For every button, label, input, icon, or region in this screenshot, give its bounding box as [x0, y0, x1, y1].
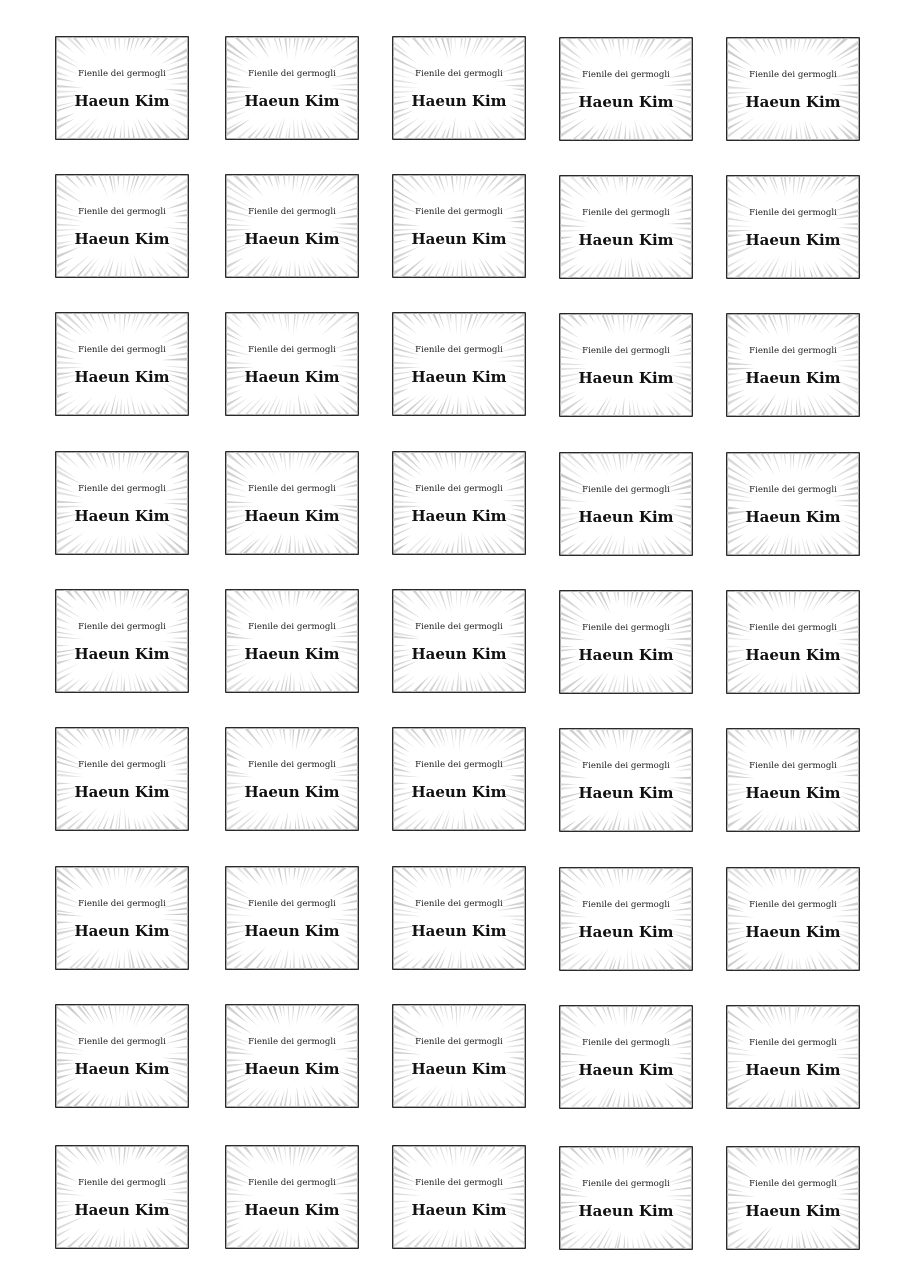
- person-name: Haeun Kim: [74, 507, 170, 525]
- person-name: Haeun Kim: [578, 231, 674, 249]
- name-label: [392, 1145, 526, 1249]
- name-label: [225, 727, 359, 831]
- person-name: Haeun Kim: [411, 1201, 507, 1219]
- name-label: [225, 1145, 359, 1249]
- organization-name: Fienile dei germogli: [248, 622, 336, 632]
- person-name: Haeun Kim: [578, 93, 674, 111]
- person-name: Haeun Kim: [244, 783, 340, 801]
- name-label: [225, 451, 359, 555]
- speed-lines-decoration: [727, 591, 859, 693]
- name-label: [392, 866, 526, 970]
- person-name: Haeun Kim: [578, 784, 674, 802]
- name-label: [55, 1004, 189, 1108]
- person-name: Haeun Kim: [411, 507, 507, 525]
- organization-name: Fienile dei germogli: [415, 622, 503, 632]
- name-label: [559, 590, 693, 694]
- organization-name: Fienile dei germogli: [749, 346, 837, 356]
- organization-name: Fienile dei germogli: [248, 760, 336, 770]
- organization-name: Fienile dei germogli: [248, 1037, 336, 1047]
- speed-lines-decoration: [56, 728, 188, 830]
- speed-lines-decoration: [226, 175, 358, 277]
- person-name: Haeun Kim: [411, 230, 507, 248]
- person-name: Haeun Kim: [244, 645, 340, 663]
- speed-lines-decoration: [393, 37, 525, 139]
- name-label: [392, 589, 526, 693]
- name-label: [392, 312, 526, 416]
- speed-lines-decoration: [727, 176, 859, 278]
- person-name: Haeun Kim: [745, 231, 841, 249]
- name-label: [559, 452, 693, 556]
- name-label: [559, 37, 693, 141]
- name-label: [559, 313, 693, 417]
- speed-lines-decoration: [226, 590, 358, 692]
- name-label: [726, 452, 860, 556]
- person-name: Haeun Kim: [244, 507, 340, 525]
- person-name: Haeun Kim: [578, 508, 674, 526]
- person-name: Haeun Kim: [578, 646, 674, 664]
- person-name: Haeun Kim: [244, 922, 340, 940]
- name-label: [559, 1005, 693, 1109]
- organization-name: Fienile dei germogli: [415, 899, 503, 909]
- name-label: [55, 866, 189, 970]
- speed-lines-decoration: [560, 453, 692, 555]
- speed-lines-decoration: [56, 37, 188, 139]
- name-label: [726, 1005, 860, 1109]
- organization-name: Fienile dei germogli: [749, 1179, 837, 1189]
- speed-lines-decoration: [393, 452, 525, 554]
- name-label: [726, 313, 860, 417]
- speed-lines-decoration: [393, 728, 525, 830]
- organization-name: Fienile dei germogli: [582, 623, 670, 633]
- person-name: Haeun Kim: [411, 922, 507, 940]
- speed-lines-decoration: [727, 729, 859, 831]
- speed-lines-decoration: [56, 590, 188, 692]
- name-label: [55, 451, 189, 555]
- organization-name: Fienile dei germogli: [248, 899, 336, 909]
- speed-lines-decoration: [393, 313, 525, 415]
- name-label: [392, 727, 526, 831]
- speed-lines-decoration: [56, 1005, 188, 1107]
- person-name: Haeun Kim: [244, 230, 340, 248]
- speed-lines-decoration: [393, 867, 525, 969]
- speed-lines-decoration: [560, 38, 692, 140]
- person-name: Haeun Kim: [411, 1060, 507, 1078]
- person-name: Haeun Kim: [745, 1202, 841, 1220]
- person-name: Haeun Kim: [74, 1201, 170, 1219]
- name-label: [559, 175, 693, 279]
- organization-name: Fienile dei germogli: [248, 345, 336, 355]
- organization-name: Fienile dei germogli: [415, 207, 503, 217]
- name-label: [559, 728, 693, 832]
- speed-lines-decoration: [56, 1146, 188, 1248]
- speed-lines-decoration: [56, 313, 188, 415]
- speed-lines-decoration: [560, 868, 692, 970]
- person-name: Haeun Kim: [578, 923, 674, 941]
- organization-name: Fienile dei germogli: [78, 69, 166, 79]
- organization-name: Fienile dei germogli: [78, 899, 166, 909]
- person-name: Haeun Kim: [244, 92, 340, 110]
- speed-lines-decoration: [226, 313, 358, 415]
- speed-lines-decoration: [56, 452, 188, 554]
- name-label: [392, 1004, 526, 1108]
- organization-name: Fienile dei germogli: [582, 761, 670, 771]
- person-name: Haeun Kim: [745, 93, 841, 111]
- organization-name: Fienile dei germogli: [749, 485, 837, 495]
- person-name: Haeun Kim: [578, 1061, 674, 1079]
- person-name: Haeun Kim: [578, 369, 674, 387]
- organization-name: Fienile dei germogli: [415, 345, 503, 355]
- name-label: [55, 312, 189, 416]
- speed-lines-decoration: [560, 591, 692, 693]
- person-name: Haeun Kim: [745, 369, 841, 387]
- person-name: Haeun Kim: [74, 368, 170, 386]
- person-name: Haeun Kim: [74, 92, 170, 110]
- name-label: [392, 451, 526, 555]
- organization-name: Fienile dei germogli: [582, 346, 670, 356]
- speed-lines-decoration: [560, 1147, 692, 1249]
- name-label: [55, 589, 189, 693]
- name-label: [225, 312, 359, 416]
- organization-name: Fienile dei germogli: [582, 1179, 670, 1189]
- person-name: Haeun Kim: [745, 1061, 841, 1079]
- person-name: Haeun Kim: [244, 1201, 340, 1219]
- person-name: Haeun Kim: [74, 645, 170, 663]
- organization-name: Fienile dei germogli: [582, 70, 670, 80]
- speed-lines-decoration: [393, 590, 525, 692]
- name-label: [225, 589, 359, 693]
- organization-name: Fienile dei germogli: [78, 484, 166, 494]
- organization-name: Fienile dei germogli: [78, 622, 166, 632]
- speed-lines-decoration: [226, 867, 358, 969]
- speed-lines-decoration: [560, 1006, 692, 1108]
- organization-name: Fienile dei germogli: [415, 1037, 503, 1047]
- person-name: Haeun Kim: [411, 645, 507, 663]
- name-label: [726, 175, 860, 279]
- speed-lines-decoration: [226, 1005, 358, 1107]
- person-name: Haeun Kim: [578, 1202, 674, 1220]
- person-name: Haeun Kim: [745, 508, 841, 526]
- organization-name: Fienile dei germogli: [78, 345, 166, 355]
- organization-name: Fienile dei germogli: [749, 623, 837, 633]
- organization-name: Fienile dei germogli: [248, 207, 336, 217]
- organization-name: Fienile dei germogli: [78, 207, 166, 217]
- person-name: Haeun Kim: [244, 368, 340, 386]
- person-name: Haeun Kim: [411, 783, 507, 801]
- organization-name: Fienile dei germogli: [415, 484, 503, 494]
- organization-name: Fienile dei germogli: [749, 208, 837, 218]
- organization-name: Fienile dei germogli: [749, 70, 837, 80]
- name-label: [55, 36, 189, 140]
- organization-name: Fienile dei germogli: [248, 1178, 336, 1188]
- organization-name: Fienile dei germogli: [415, 69, 503, 79]
- person-name: Haeun Kim: [745, 784, 841, 802]
- person-name: Haeun Kim: [745, 646, 841, 664]
- organization-name: Fienile dei germogli: [582, 1038, 670, 1048]
- person-name: Haeun Kim: [74, 783, 170, 801]
- person-name: Haeun Kim: [745, 923, 841, 941]
- speed-lines-decoration: [393, 1005, 525, 1107]
- organization-name: Fienile dei germogli: [582, 208, 670, 218]
- speed-lines-decoration: [56, 867, 188, 969]
- speed-lines-decoration: [393, 1146, 525, 1248]
- organization-name: Fienile dei germogli: [749, 1038, 837, 1048]
- name-label: [392, 36, 526, 140]
- speed-lines-decoration: [727, 314, 859, 416]
- organization-name: Fienile dei germogli: [749, 761, 837, 771]
- organization-name: Fienile dei germogli: [78, 1037, 166, 1047]
- speed-lines-decoration: [727, 1147, 859, 1249]
- organization-name: Fienile dei germogli: [78, 1178, 166, 1188]
- name-label: [726, 1146, 860, 1250]
- person-name: Haeun Kim: [244, 1060, 340, 1078]
- organization-name: Fienile dei germogli: [248, 484, 336, 494]
- name-label: [559, 867, 693, 971]
- speed-lines-decoration: [727, 868, 859, 970]
- name-label: [726, 590, 860, 694]
- person-name: Haeun Kim: [74, 230, 170, 248]
- name-label: [55, 1145, 189, 1249]
- speed-lines-decoration: [560, 314, 692, 416]
- name-label: [559, 1146, 693, 1250]
- speed-lines-decoration: [560, 176, 692, 278]
- name-label: [726, 37, 860, 141]
- speed-lines-decoration: [226, 452, 358, 554]
- speed-lines-decoration: [727, 453, 859, 555]
- person-name: Haeun Kim: [411, 368, 507, 386]
- name-label: [225, 1004, 359, 1108]
- organization-name: Fienile dei germogli: [78, 760, 166, 770]
- organization-name: Fienile dei germogli: [248, 69, 336, 79]
- name-label: [392, 174, 526, 278]
- speed-lines-decoration: [393, 175, 525, 277]
- speed-lines-decoration: [727, 1006, 859, 1108]
- speed-lines-decoration: [727, 38, 859, 140]
- speed-lines-decoration: [56, 175, 188, 277]
- person-name: Haeun Kim: [74, 1060, 170, 1078]
- speed-lines-decoration: [226, 1146, 358, 1248]
- name-label: [726, 867, 860, 971]
- speed-lines-decoration: [226, 728, 358, 830]
- organization-name: Fienile dei germogli: [582, 900, 670, 910]
- name-label: [225, 174, 359, 278]
- organization-name: Fienile dei germogli: [582, 485, 670, 495]
- speed-lines-decoration: [226, 37, 358, 139]
- organization-name: Fienile dei germogli: [749, 900, 837, 910]
- organization-name: Fienile dei germogli: [415, 1178, 503, 1188]
- organization-name: Fienile dei germogli: [415, 760, 503, 770]
- name-label: [225, 866, 359, 970]
- name-label: [726, 728, 860, 832]
- speed-lines-decoration: [560, 729, 692, 831]
- person-name: Haeun Kim: [411, 92, 507, 110]
- name-label: [55, 174, 189, 278]
- person-name: Haeun Kim: [74, 922, 170, 940]
- name-label: [55, 727, 189, 831]
- name-label: [225, 36, 359, 140]
